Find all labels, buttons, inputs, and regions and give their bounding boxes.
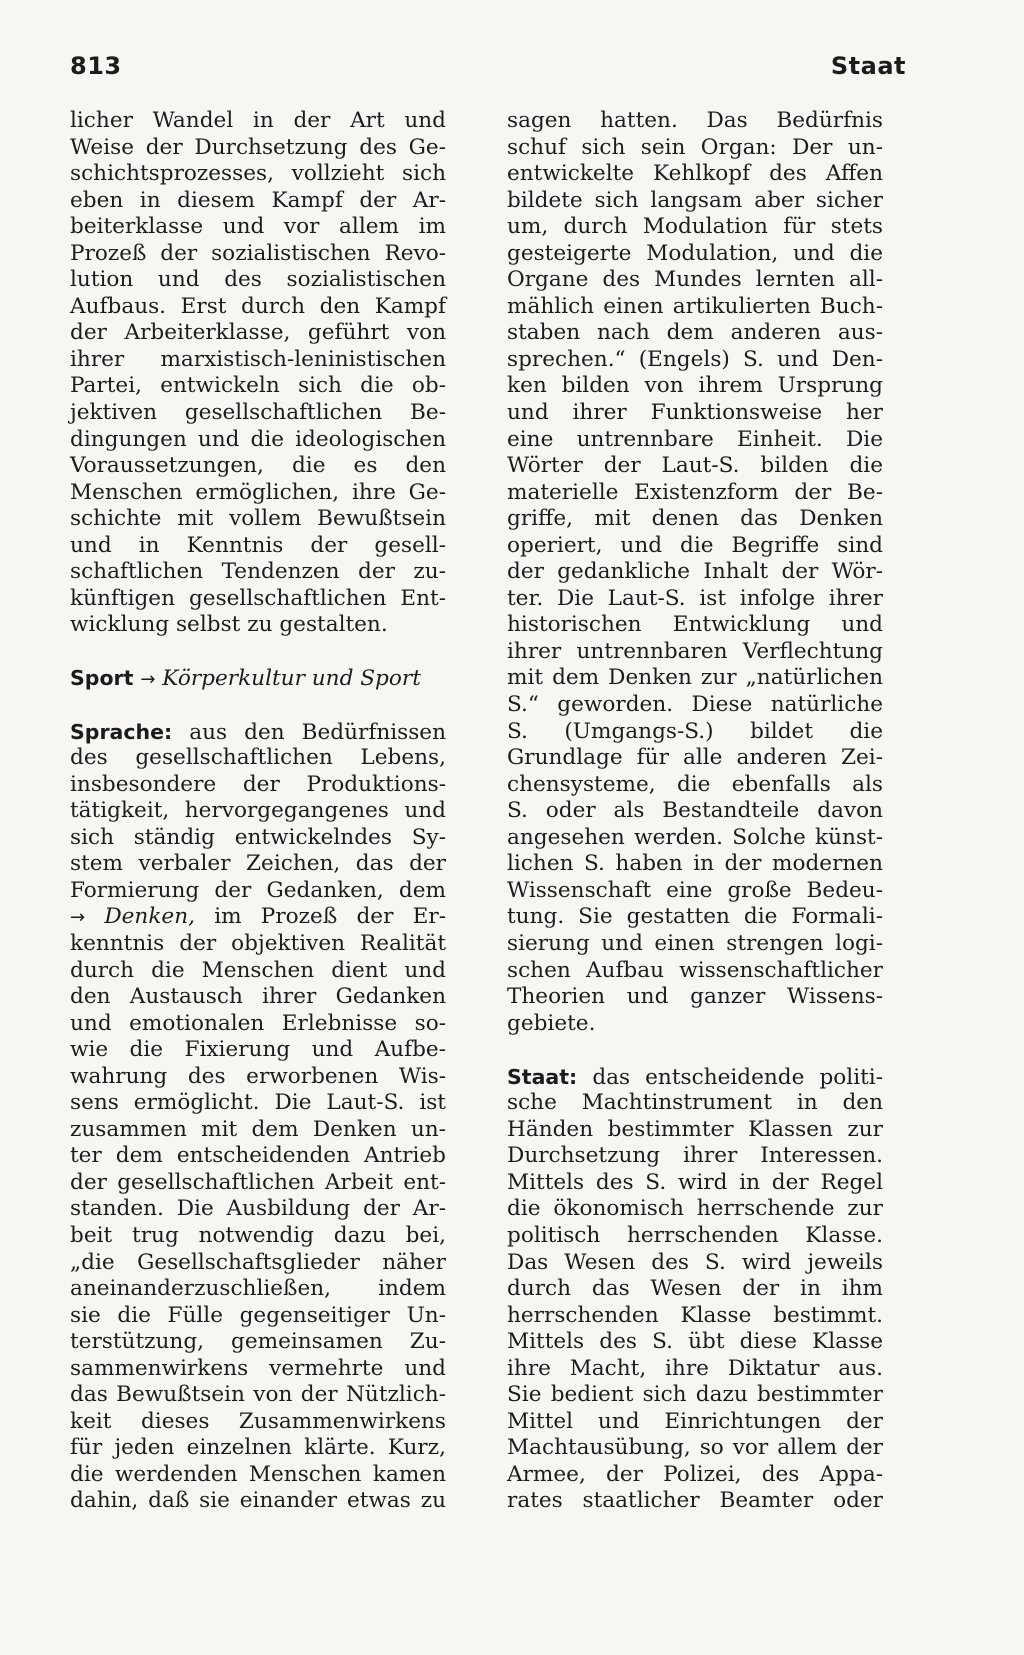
text-line: sprechen.“ (Engels) S. und Den- xyxy=(507,346,883,372)
text-line: durch das Wesen der in ihm xyxy=(507,1276,883,1302)
sprache-text-b xyxy=(70,931,446,1515)
text-line: Grundlage für alle anderen Zei- xyxy=(507,745,883,771)
arrow-icon: → xyxy=(70,907,86,929)
text-line: künftigen gesellschaftlichen Ent- xyxy=(70,585,446,611)
text-line: Formierung der Gedanken, dem xyxy=(70,877,446,903)
text-line: standen. Die Ausbildung der Ar- xyxy=(70,1196,446,1222)
text-line: sammenwirkens vermehrte und xyxy=(70,1355,446,1381)
text-line: Voraussetzungen, die es den xyxy=(70,453,446,479)
text-line: die ökonomisch herrschende zur xyxy=(507,1196,883,1222)
text-line: beit trug notwendig dazu bei, xyxy=(70,1222,446,1248)
text-line: ter. Die Laut-S. ist infolge ihrer xyxy=(507,585,883,611)
text-line: Das Wesen des S. wird jeweils xyxy=(507,1249,883,1275)
text-line: sierung und einen strengen logi- xyxy=(507,930,883,956)
text-line: Sie bedient sich dazu bestimmter xyxy=(507,1382,883,1408)
text-line: den Austausch ihrer Gedanken xyxy=(70,984,446,1010)
text-line: eben in diesem Kampf der Ar- xyxy=(70,187,446,213)
text-line: Mittels des S. übt diese Klasse xyxy=(507,1329,883,1355)
page-number: 813 xyxy=(70,52,122,80)
text-line: jektiven gesellschaftlichen Be- xyxy=(70,400,446,426)
text-line: schuf sich sein Organ: Der un- xyxy=(507,134,883,160)
text-line: der Arbeiterklasse, geführt von xyxy=(70,320,446,346)
text-line: die werdenden Menschen kamen xyxy=(70,1461,446,1487)
text-line: schen Aufbau wissenschaftlicher xyxy=(507,957,883,983)
text-line: ihre Macht, ihre Diktatur aus. xyxy=(507,1355,883,1381)
text-line: lichen S. haben in der modernen xyxy=(507,851,883,877)
text-line: ihrer untrennbaren Verflechtung xyxy=(507,638,883,664)
text-line: angesehen werden. Solche künst- xyxy=(507,824,883,850)
text-line: beiterklasse und vor allem im xyxy=(70,214,446,240)
text-line: Menschen ermöglichen, ihre Ge- xyxy=(70,479,446,505)
text-line: zusammen mit dem Denken un- xyxy=(70,1116,446,1142)
text-line: mählich einen artikulierten Buch- xyxy=(507,293,883,319)
text-line: gesteigerte Modulation, und die xyxy=(507,240,883,266)
text-line: sagen hatten. Das Bedürfnis xyxy=(507,108,883,133)
text-line: Wissenschaft eine große Bedeu- xyxy=(507,877,883,903)
text-line: S. (Umgangs-S.) bildet die xyxy=(507,718,883,744)
text-line: terstützung, gemeinsamen Zu- xyxy=(70,1329,446,1355)
text-line: der gesellschaftlichen Arbeit ent- xyxy=(70,1169,446,1195)
text-line: durch die Menschen dient und xyxy=(70,957,446,983)
text-line: sens ermöglicht. Die Laut-S. ist xyxy=(70,1090,446,1116)
text-line: wie die Fixierung und Aufbe- xyxy=(70,1037,446,1063)
sprache-first-line: aus den Bedürfnissen xyxy=(189,719,446,745)
text-line: Partei, entwickeln sich die ob- xyxy=(70,373,446,399)
staat-first-line: das entscheidende politi- xyxy=(592,1064,883,1090)
arrow-icon: → xyxy=(140,669,156,691)
text-line: Mittel und Einrichtungen der xyxy=(507,1408,883,1434)
text-line: Prozeß der sozialistischen Revo- xyxy=(70,240,446,266)
text-line: herrschenden Klasse bestimmt. xyxy=(507,1302,883,1328)
denken-cross-reference[interactable]: Denken, xyxy=(104,904,195,930)
text-line: „die Gesellschaftsglieder näher xyxy=(70,1249,446,1275)
text-line: aneinanderzuschließen, indem xyxy=(70,1276,446,1302)
continued-entry-text xyxy=(70,108,446,639)
text-line: insbesondere der Produktions- xyxy=(70,771,446,797)
text-line: schichte mit vollem Bewußtsein xyxy=(70,506,446,532)
text-line: S. oder als Bestandteile davon xyxy=(507,798,883,824)
text-line: entwickelte Kehlkopf des Affen xyxy=(507,161,883,187)
text-line: licher Wandel in der Art und xyxy=(70,108,446,133)
sprache-text-a xyxy=(70,745,446,904)
text-line: staben nach dem anderen aus- xyxy=(507,320,883,346)
text-line: materielle Existenzform der Be- xyxy=(507,479,883,505)
text-line: eine untrennbare Einheit. Die xyxy=(507,426,883,452)
text-line: sie die Fülle gegenseitiger Un- xyxy=(70,1302,446,1328)
text-line: tätigkeit, hervorgegangenes und xyxy=(70,798,446,824)
text-line: und emotionalen Erlebnisse so- xyxy=(70,1010,446,1036)
text-line: politisch herrschenden Klasse. xyxy=(507,1222,883,1248)
sprache-term: Sprache: xyxy=(70,719,173,744)
left-column xyxy=(70,108,446,1515)
text-line: schichtsprozesses, vollzieht sich xyxy=(70,161,446,187)
text-line: dingungen und die ideologischen xyxy=(70,426,446,452)
text-line: sche Machtinstrument in den xyxy=(507,1090,883,1116)
text-line: historischen Entwicklung und xyxy=(507,612,883,638)
sprache-continued-text xyxy=(507,108,883,1037)
text-line: des gesellschaftlichen Lebens, xyxy=(70,745,446,771)
text-line: sich ständig entwickelndes Sy- xyxy=(70,824,446,850)
text-line: operiert, und die Begriffe sind xyxy=(507,532,883,558)
text-line: Mittels des S. wird in der Regel xyxy=(507,1169,883,1195)
text-line: und ihrer Funktionsweise her xyxy=(507,400,883,426)
sprache-entry xyxy=(70,719,446,1515)
sport-term: Sport xyxy=(70,666,134,691)
text-line: schaftlichen Tendenzen der zu- xyxy=(70,559,446,585)
text-line: mit dem Denken zur „natürlichen xyxy=(507,665,883,691)
text-line: lution und des sozialistischen xyxy=(70,267,446,293)
text-line: Armee, der Polizei, des Appa- xyxy=(507,1461,883,1487)
text-line: ihrer marxistisch-leninistischen xyxy=(70,346,446,372)
text-line: chensysteme, die ebenfalls als xyxy=(507,771,883,797)
text-line: ken bilden von ihrem Ursprung xyxy=(507,373,883,399)
staat-term: Staat: xyxy=(507,1064,578,1089)
text-line: Wörter der Laut-S. bilden die xyxy=(507,453,883,479)
sprache-ref-line: im Prozeß der Er- xyxy=(214,904,446,930)
text-line: wahrung des erworbenen Wis- xyxy=(70,1063,446,1089)
text-line: bildete sich langsam aber sicher xyxy=(507,187,883,213)
text-line: Durchsetzung ihrer Interessen. xyxy=(507,1143,883,1169)
text-line: keit dieses Zusammenwirkens xyxy=(70,1408,446,1434)
text-line: der gedankliche Inhalt der Wör- xyxy=(507,559,883,585)
text-line: Organe des Mundes lernten all- xyxy=(507,267,883,293)
sport-cross-reference[interactable]: Körperkultur und Sport xyxy=(162,666,421,692)
text-line: Aufbaus. Erst durch den Kampf xyxy=(70,293,446,319)
text-line: Machtausübung, so vor allem der xyxy=(507,1435,883,1461)
text-line: dahin, daß sie einander etwas zu xyxy=(70,1488,446,1514)
staat-entry xyxy=(507,1064,883,1515)
text-line: Weise der Durchsetzung des Ge- xyxy=(70,134,446,160)
text-line: für jeden einzelnen klärte. Kurz, xyxy=(70,1435,446,1461)
right-column xyxy=(507,108,883,1515)
sport-entry xyxy=(70,665,446,692)
text-line: stem verbaler Zeichen, das der xyxy=(70,851,446,877)
text-line: S.“ geworden. Diese natürliche xyxy=(507,692,883,718)
text-line: rates staatlicher Beamter oder xyxy=(507,1488,883,1514)
text-line: tung. Sie gestatten die Formali- xyxy=(507,904,883,930)
text-line: und in Kenntnis der gesell- xyxy=(70,532,446,558)
text-line: Theorien und ganzer Wissens- xyxy=(507,984,883,1010)
text-line: wicklung selbst zu gestalten. xyxy=(70,612,388,638)
running-head-title: Staat xyxy=(830,52,906,80)
text-line: gebiete. xyxy=(507,1010,596,1036)
text-line: griffe, mit denen das Denken xyxy=(507,506,883,532)
staat-text xyxy=(507,1090,883,1515)
text-line: um, durch Modulation für stets xyxy=(507,214,883,240)
text-line: kenntnis der objektiven Realität xyxy=(70,930,446,956)
text-line: Händen bestimmter Klassen zur xyxy=(507,1116,883,1142)
text-line: das Bewußtsein von der Nützlich- xyxy=(70,1382,446,1408)
text-line: ter dem entscheidenden Antrieb xyxy=(70,1143,446,1169)
